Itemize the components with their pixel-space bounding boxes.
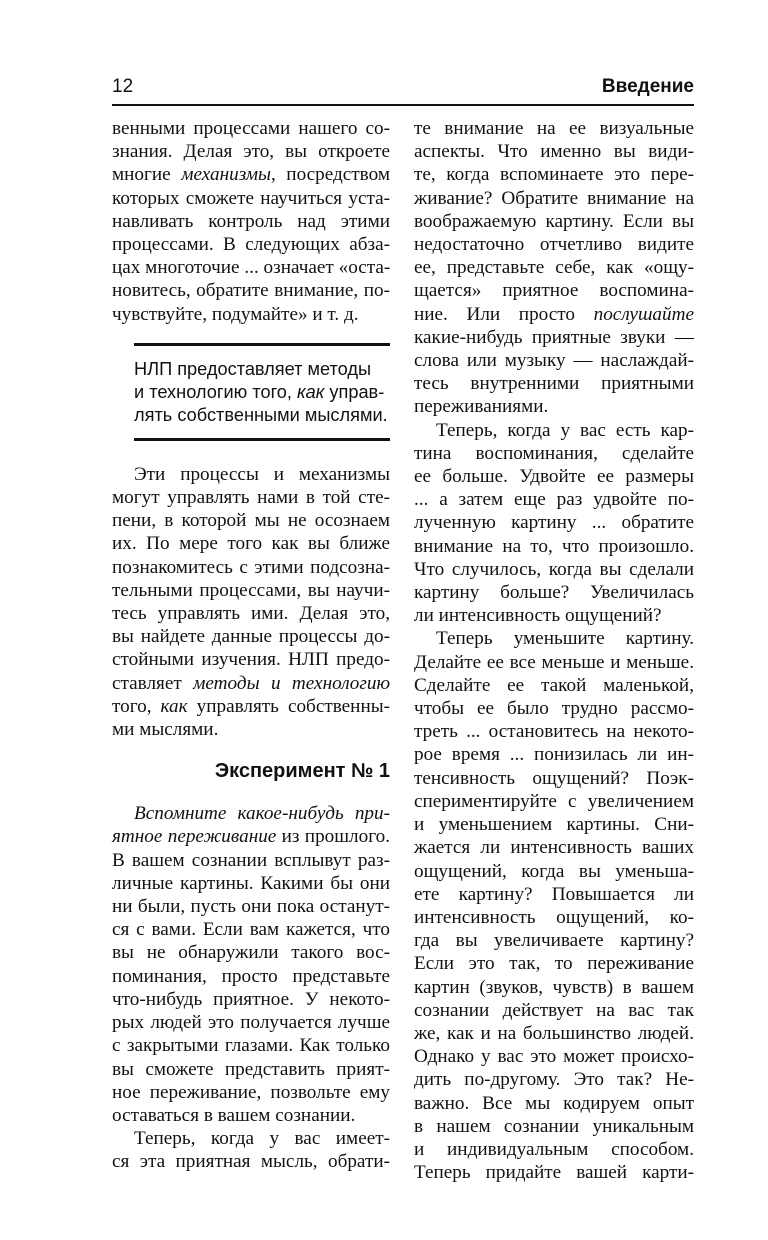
text-line: вы сможете представить прият- xyxy=(112,1058,390,1080)
text-line: ее, представьте себе, как «ощу- xyxy=(414,257,694,279)
text-line: картин (звуков, чувств) в вашем xyxy=(414,976,694,998)
text-line: чтобы ее было трудно рассмо- xyxy=(414,698,694,720)
text-line: ние. Или просто послушайте xyxy=(414,303,694,325)
text-line: спериментируйте с увеличением xyxy=(414,790,694,812)
emphasis: ятное переживание xyxy=(112,826,277,848)
text-line: что-нибудь приятное. У некото- xyxy=(112,988,390,1010)
text-line: и технологию того, как управ- xyxy=(134,381,385,402)
text-line: Если это так, то переживание xyxy=(414,953,694,975)
text-line: и индивидуальным способом. xyxy=(414,1138,694,1160)
paragraph xyxy=(414,117,694,419)
paragraph xyxy=(112,1127,390,1173)
section-title: Введение xyxy=(601,76,694,97)
text-line: ся с вами. Если вам кажется, что xyxy=(112,919,390,941)
text-line: ное переживание, позвольте ему xyxy=(112,1081,390,1103)
page-number: 12 xyxy=(112,76,134,97)
emphasis: послушайте xyxy=(593,303,694,325)
text-line: треть ... остановитесь на некото- xyxy=(414,721,694,743)
paragraph xyxy=(414,627,694,1184)
paragraph xyxy=(112,117,390,326)
text-line: поминания, просто представьте xyxy=(112,965,390,987)
text-line: важно. Все мы кодируем опыт xyxy=(414,1092,694,1114)
text-line: интенсивность ощущений, ко- xyxy=(414,906,694,928)
text-line: переживаниями. xyxy=(414,396,549,418)
text-line: познакомитесь с этими подсозна- xyxy=(112,556,390,578)
text-line: Теперь придайте вашей карти- xyxy=(414,1162,694,1184)
text-line: ощущений, когда вы уменьша- xyxy=(414,860,694,882)
text-line: внимание на то, что произошло. xyxy=(414,535,694,557)
text-line: сознании действует на вас так xyxy=(414,999,694,1021)
paragraph xyxy=(112,463,390,741)
text-line: Теперь уменьшите картину. xyxy=(436,628,694,650)
text-line: же, как и на большинство людей. xyxy=(414,1022,694,1044)
text-line: В вашем сознании всплывут раз- xyxy=(112,849,390,871)
emphasis: Вспомните какое-нибудь при- xyxy=(134,803,390,825)
text-line: те внимание на ее визуальные xyxy=(414,118,694,139)
text-line: дить по-другому. Это так? Не- xyxy=(414,1069,694,1091)
text-line: в нашем сознании уникальным xyxy=(414,1115,694,1137)
text-line: чувствуйте, подумайте» и т. д. xyxy=(112,303,359,325)
text-line: Эти процессы и механизмы xyxy=(134,463,390,485)
text-line: лять собственными мыслями. xyxy=(134,404,388,425)
text-line: ли интенсивность ощущений? xyxy=(414,605,662,627)
text-line: Теперь, когда у вас есть кар- xyxy=(436,419,694,441)
text-line: жается ли интенсивность ваших xyxy=(414,837,694,859)
text-line: тина воспоминания, сделайте xyxy=(414,442,694,464)
text-line: гда вы увеличиваете картину? xyxy=(414,930,694,952)
text-line: цах многоточие ... означает «оста- xyxy=(112,257,391,279)
text-line: навливать контроль над этими xyxy=(112,210,390,232)
text-line: вы найдете данные процессы до- xyxy=(112,626,390,648)
text-line: ее больше. Удвойте ее размеры xyxy=(414,466,694,488)
text-line: их. По мере того как вы ближе xyxy=(112,533,390,555)
text-line: рых людей это получается лучше xyxy=(112,1012,390,1034)
text-line: рое время ... понизилась ли ин- xyxy=(414,744,694,766)
text-line: ... а затем еще раз удвойте по- xyxy=(414,489,694,511)
text-line: стойными изучения. НЛП предо- xyxy=(112,649,390,671)
text-line: тельными процессами, вы научи- xyxy=(112,579,390,601)
text-line: живание? Обратите внимание на xyxy=(414,187,694,209)
text-line: тенсивность ощущений? Поэк- xyxy=(414,767,694,789)
text-line: НЛП предоставляет методы xyxy=(134,358,372,379)
paragraph xyxy=(112,802,390,1127)
text-line: личные картины. Какими бы они xyxy=(112,872,390,894)
text-line: аспекты. Что именно вы види- xyxy=(414,141,694,163)
text-line: которых сможете научиться уста- xyxy=(112,187,390,209)
right-column xyxy=(414,117,694,1184)
text-line: ете картину? Повышается ли xyxy=(414,883,694,905)
text-line: могут управлять нами в той сте- xyxy=(112,487,390,509)
text-line: и уменьшением картины. Сни- xyxy=(414,814,694,836)
text-line: Сделайте ее такой маленькой, xyxy=(414,674,694,696)
text-line: те, когда вспоминаете это пере- xyxy=(414,164,694,186)
text-line: слова или музыку — наслаждай- xyxy=(414,350,694,372)
text-line: процессами. В следующих абза- xyxy=(112,234,390,256)
text-line: Теперь, когда у вас имеет- xyxy=(134,1128,390,1150)
text-line: венными процессами нашего со- xyxy=(112,118,390,139)
text-line: какие-нибудь приятные звуки — xyxy=(414,326,694,348)
emphasis: методы и технологию xyxy=(193,672,391,694)
text-line: пени, в которой мы не осознаем xyxy=(112,510,390,532)
emphasis: механизмы xyxy=(181,164,271,186)
text-line: вы не обнаружили такого вос- xyxy=(112,942,390,964)
emphasis: как xyxy=(297,381,325,402)
text-line: картину больше? Увеличилась xyxy=(414,582,694,604)
text-line: Делайте ее все меньше и меньше. xyxy=(414,651,694,673)
text-line: знания. Делая это, вы откроете xyxy=(112,141,390,163)
left-column xyxy=(112,117,390,1174)
text-line: ни были, пусть они пока останут- xyxy=(112,896,390,918)
text-line: недостаточно отчетливо видите xyxy=(414,234,694,256)
text-line: щается» приятное воспомина- xyxy=(414,280,694,302)
text-line: того, как управлять собственны- xyxy=(112,695,391,717)
callout-box xyxy=(134,343,390,441)
text-line: воображаемую картину. Если вы xyxy=(414,210,694,232)
text-line: Однако у вас это может происхо- xyxy=(414,1046,694,1068)
emphasis: как xyxy=(160,695,188,717)
text-line xyxy=(112,802,390,825)
text-line: лученную картину ... обратите xyxy=(414,512,694,534)
text-line: тесь внутренними приятными xyxy=(414,373,694,395)
text-line: ставляет методы и технологию xyxy=(112,672,391,694)
text-line: оставаться в вашем сознании. xyxy=(112,1104,356,1126)
text-line: новитесь, обратите внимание, по- xyxy=(112,280,390,302)
running-header xyxy=(112,74,694,106)
text-line: ятное переживание из прошлого. xyxy=(112,826,390,848)
experiment-heading: Эксперимент № 1 xyxy=(214,760,390,783)
paragraph xyxy=(414,419,694,628)
text-line: с закрытыми глазами. Как только xyxy=(112,1035,390,1057)
text-line: Что случилось, когда вы сделали xyxy=(414,558,694,580)
text-line: ся эта приятная мысль, обрати- xyxy=(112,1151,390,1173)
text-line: ми мыслями. xyxy=(112,719,219,741)
text-line: тесь управлять ими. Делая это, xyxy=(112,603,390,625)
text-line: многие механизмы, посредством xyxy=(112,164,390,186)
